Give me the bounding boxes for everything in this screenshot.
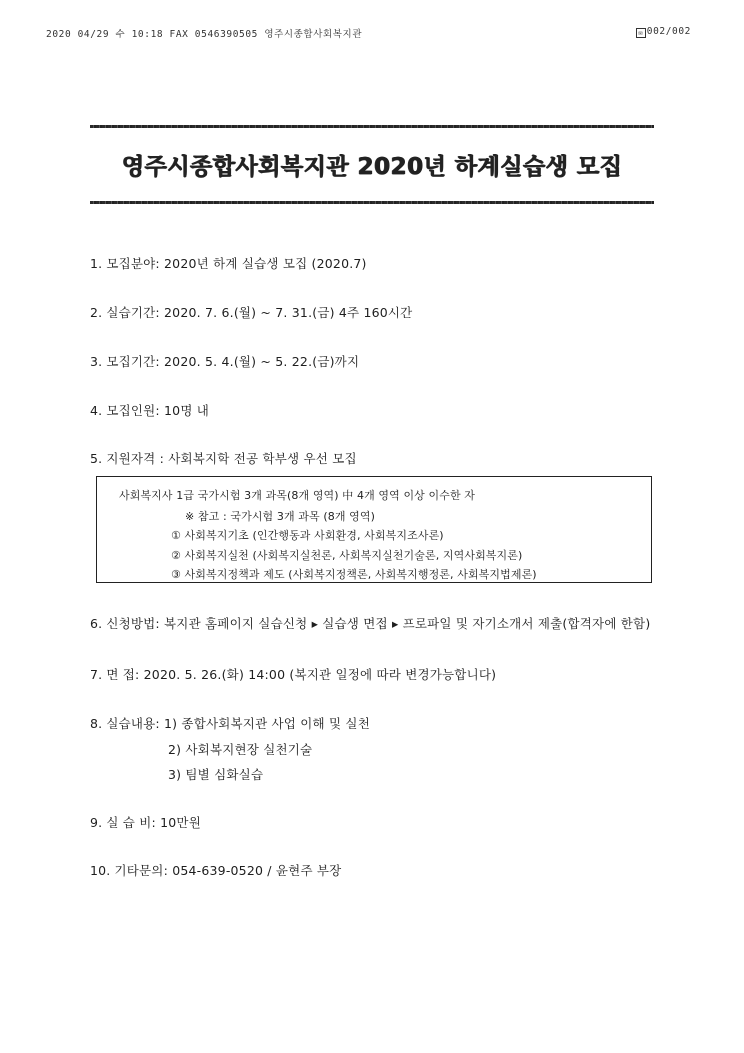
qualification-note: ※ 참고 : 국가시험 3개 과목 (8개 영역) bbox=[185, 510, 375, 523]
item-practice-content: 8. 실습내용: 1) 종합사회복지관 사업 이해 및 실천 bbox=[90, 716, 370, 731]
practice-content-item: 3) 팀별 심화실습 bbox=[168, 767, 264, 782]
subject-item: ③ 사회복지정책과 제도 (사회복지정책론, 사회복지행정론, 사회복지법제론) bbox=[171, 568, 537, 581]
fax-page-count bbox=[636, 26, 691, 38]
qualification-box bbox=[96, 476, 652, 583]
item-interview: 7. 면 접: 2020. 5. 26.(화) 14:00 (복지관 일정에 따라 변경가능합니다) bbox=[90, 667, 497, 682]
fax-transmission-info: 2020 04/29 수 10:18 FAX 0546390505 영주시종합사회복지관 bbox=[46, 29, 363, 40]
item-practice-period: 2. 실습기간: 2020. 7. 6.(월) ~ 7. 31.(금) 4주 160시간 bbox=[90, 305, 413, 320]
document-title: 영주시종합사회복지관 2020년 하계실습생 모집 bbox=[121, 154, 623, 180]
subject-item: ② 사회복지실천 (사회복지실천론, 사회복지실천기술론, 지역사회복지론) bbox=[171, 549, 523, 562]
title-rule-bottom bbox=[90, 201, 654, 204]
subject-item: ① 사회복지기초 (인간행동과 사회환경, 사회복지조사론) bbox=[171, 529, 444, 542]
fax-icon: ✉ bbox=[636, 28, 646, 38]
qualification-requirement: 사회복지사 1급 국가시험 3개 과목(8개 영역) 中 4개 영역 이상 이수한 자 bbox=[119, 489, 475, 502]
item-qualification: 5. 지원자격 : 사회복지학 전공 학부생 우선 모집 bbox=[90, 451, 357, 466]
title-rule-top bbox=[90, 125, 654, 128]
item-recruit-period: 3. 모집기간: 2020. 5. 4.(월) ~ 5. 22.(금)까지 bbox=[90, 354, 360, 369]
practice-content-item: 2) 사회복지현장 실천기술 bbox=[168, 742, 313, 757]
fax-page-number: 002/002 bbox=[646, 26, 691, 37]
item-recruit-field: 1. 모집분야: 2020년 하계 실습생 모집 (2020.7) bbox=[90, 256, 367, 271]
item-contact: 10. 기타문의: 054-639-0520 / 윤현주 부장 bbox=[90, 863, 342, 878]
item-practice-fee: 9. 실 습 비: 10만원 bbox=[90, 815, 201, 830]
item-application-method: 6. 신청방법: 복지관 홈페이지 실습신청 ▸ 실습생 면접 ▸ 프로파일 및 자기소개서 제출(합격자에 한함) bbox=[90, 616, 651, 631]
item-headcount: 4. 모집인원: 10명 내 bbox=[90, 403, 210, 418]
